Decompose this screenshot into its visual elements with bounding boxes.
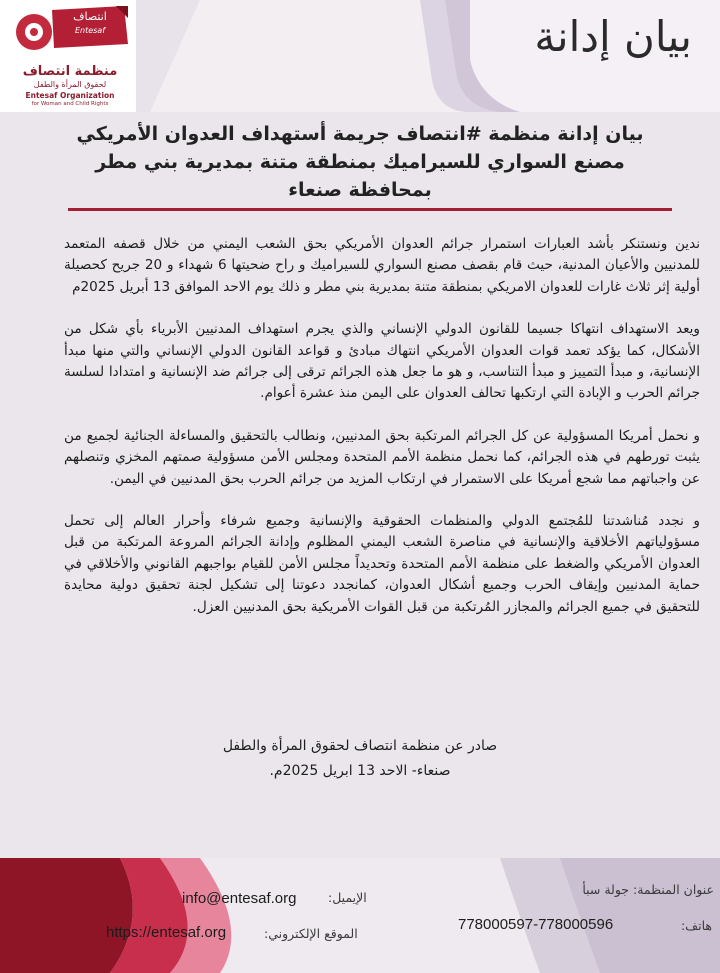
footer-email-label: الإيميل: bbox=[328, 890, 367, 905]
footer-phone-value: 778000597-778000596 bbox=[458, 916, 614, 933]
footer-email-link[interactable]: info@entesaf.org bbox=[182, 890, 297, 907]
place-date-line: صنعاء- الاحد 13 ابريل 2025م. bbox=[269, 763, 451, 779]
paragraph-2: ويعد الاستهداف انتهاكا جسيما للقانون الدولي الإنساني والذي يجرم استهداف المدنيين الأبرياء بأي شكل من الأشكال، كما يؤكد تعمد قوات العدوان الأمريكي انتهاك مبادئ و قواعد القانون الدولي الإنساني والتي منها مبدأ الإنسانية، و مبدأ التمييز و مبدأ التناسب، و هو ما جعل هذه الجرائم ترقى إلى جرائم ضد الإنسانية و امتدادا لسلسة جرائم الحرب و الإبادة التي ارتكبها تحالف العدوان على اليمن منذ عشرة أعوام. bbox=[64, 321, 700, 402]
logo bbox=[0, 0, 136, 112]
paragraph-4: و نجدد مُناشدتنا للمُجتمع الدولي والمنظمات الحقوقية والإنسانية وجميع شرفاء وأحرار العالم إلى تحمل مسؤولياتهم الأخلاقية والإنسانية في مناصرة الشعب اليمني المظلوم وإدانة الجرائم المروعة المرتكبة من قبل العدوان الأمريكي والضغط على منظمة الأمم المتحدة وتحديداً مجلس الأمن للقيام بواجبهم القانوني والأخلاقي في حماية المدنيين وإيقاف الحرب وجميع أشكال العدوان، كمانجدد دعوتنا إلى تشكيل لجنة تحقيق دولية محايدة للتحقيق في جميع الجرائم والمجازر المُرتكبة من قبل القوات الأمريكية بحق المدنيين العزل. bbox=[64, 513, 700, 615]
logo-name-english: Entesaf Organization bbox=[25, 91, 115, 100]
statement-body bbox=[64, 234, 700, 639]
logo-subtitle-english: for Woman and Child Rights bbox=[31, 101, 109, 107]
logo-name-arabic: منظمة انتصاف bbox=[22, 64, 118, 79]
letterhead-header bbox=[0, 0, 720, 112]
footer-phone-label: هاتف: bbox=[680, 918, 712, 933]
footer-website-link[interactable]: https://entesaf.org bbox=[106, 924, 227, 941]
letterhead-footer bbox=[0, 858, 720, 973]
footer-website-label: الموقع الإلكتروني: bbox=[264, 926, 358, 941]
logo-mark-text: انتصاف bbox=[73, 10, 107, 23]
issuer-line: صادر عن منظمة انتصاف لحقوق المرأة والطفل bbox=[222, 738, 498, 754]
paragraph-3: و نحمل أمريكا المسؤولية عن كل الجرائم المرتكبة بحق المدنيين، ونطالب بالتحقيق والمساءلة الجنائية لجميع من يثبت تورطهم في هذه الجرائم، كما نحمل منظمة الأمم المتحدة ومجلس الأمن مسؤولية صمتهم المخزي وتنصلهم عن واجباتهم مما شجع أمريكا على الاستمرار في ارتكاب المزيد من جرائم الحرب بحق المدنيين في اليمن. bbox=[64, 427, 700, 487]
logo-mark-subtext: Entesaf bbox=[74, 26, 106, 35]
document-title: بيان إدانة bbox=[534, 12, 692, 61]
paragraph-1: ندين ونستنكر بأشد العبارات استمرار جرائم العدوان الأمريكي بحق الشعب اليمني من خلال قصفه المتعمد للمدنيين والأعيان المدنية، حيث قام بقصف مصنع السواري للسيراميك و راح ضحيتها 6 شهداء و 20 جريح كحصيلة أولية إثر ثلاث غارات للعدوان الامريكي بمنطقة متنة بمديرية بني مطر و ذلك يوم الاحد الموافق 13 أبريل 2025م bbox=[64, 236, 700, 295]
logo-subtitle-arabic: لحقوق المرأة والطفل bbox=[33, 80, 107, 89]
footer-address: عنوان المنظمة: جولة سبأ bbox=[582, 882, 714, 897]
headline-divider bbox=[68, 208, 672, 211]
statement-headline: بيان إدانة منظمة #انتصاف جريمة أستهداف العدوان الأمريكي مصنع السواري للسيراميك بمنطقة متنة بمديرية بني مطر بمحافظة صنعاء bbox=[76, 123, 644, 201]
